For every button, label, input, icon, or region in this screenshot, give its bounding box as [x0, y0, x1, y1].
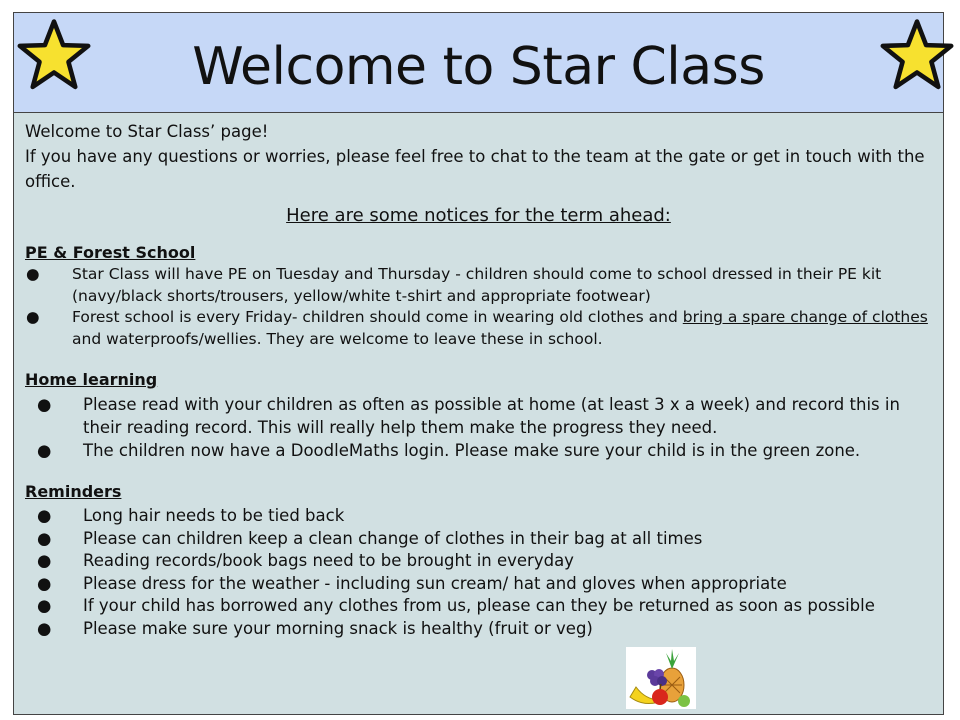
pe-list [14, 264, 939, 350]
home-learning-list [25, 393, 940, 462]
list-item-text: Reading records/book bags need to be brought in everyday [83, 551, 574, 570]
list-item [25, 595, 940, 618]
list-item-text: The children now have a DoodleMaths login. Please make sure your child is in the green zone. [83, 441, 861, 460]
forest-item-text-end: and waterproofs/wellies. They are welcome to leave these in school. [72, 329, 603, 348]
list-item [25, 393, 940, 439]
bullet-icon: ● [26, 308, 40, 326]
bullet-icon: ● [37, 506, 52, 525]
pe-item-text: Star Class will have PE on Tuesday and Thursday - children should come to school dressed in their PE kit (navy/black shorts/trousers, yellow/white t-shirt and appropriate footwear) [72, 265, 882, 305]
list-item [25, 573, 940, 596]
list-item-text: Long hair needs to be tied back [83, 506, 345, 525]
list-item [25, 618, 940, 641]
intro-text [25, 119, 940, 194]
list-item [25, 505, 940, 528]
bullet-icon: ● [37, 551, 52, 570]
list-item [14, 264, 939, 307]
list-item-text: Please dress for the weather - including sun cream/ hat and gloves when appropriate [83, 573, 787, 593]
list-item [25, 550, 940, 573]
bullet-icon: ● [37, 618, 52, 638]
bullet-icon: ● [26, 265, 40, 283]
intro-line-1: Welcome to Star Class’ page! [25, 122, 269, 141]
list-item [25, 528, 940, 551]
bullet-icon: ● [37, 528, 52, 548]
home-learning-heading: Home learning [25, 370, 158, 389]
list-item [14, 307, 939, 350]
intro-line-2: If you have any questions or worries, please feel free to chat to the team at the gate or get in touch with the office. [25, 147, 925, 191]
forest-item-text: Forest school is every Friday- children should come in wearing old clothes and [72, 308, 683, 326]
list-item-text: Please make sure your morning snack is healthy (fruit or veg) [83, 618, 593, 638]
list-item-text: If your child has borrowed any clothes from us, please can they be returned as soon as possible [83, 596, 875, 615]
reminders-heading: Reminders [25, 482, 122, 501]
page-title: Welcome to Star Class [192, 37, 765, 97]
page-header [13, 12, 944, 113]
fruit-image [626, 647, 696, 709]
spare-clothes-emphasis: bring a spare change of clothes [682, 308, 928, 326]
bullet-icon: ● [37, 395, 52, 414]
notices-heading: Here are some notices for the term ahead: [286, 205, 671, 226]
list-item-text: Please read with your children as often as possible at home (at least 3 x a week) and record this in their reading record. This will really help them make the progress they need. [83, 395, 900, 437]
pe-heading: PE & Forest School [25, 243, 196, 262]
reminders-list [25, 505, 940, 640]
bullet-icon: ● [37, 573, 52, 593]
list-item [25, 439, 940, 462]
bullet-icon: ● [37, 596, 52, 615]
content-panel [13, 112, 944, 715]
star-icon [879, 17, 955, 93]
bullet-icon: ● [37, 441, 52, 460]
list-item-text: Please can children keep a clean change of clothes in their bag at all times [83, 528, 703, 548]
